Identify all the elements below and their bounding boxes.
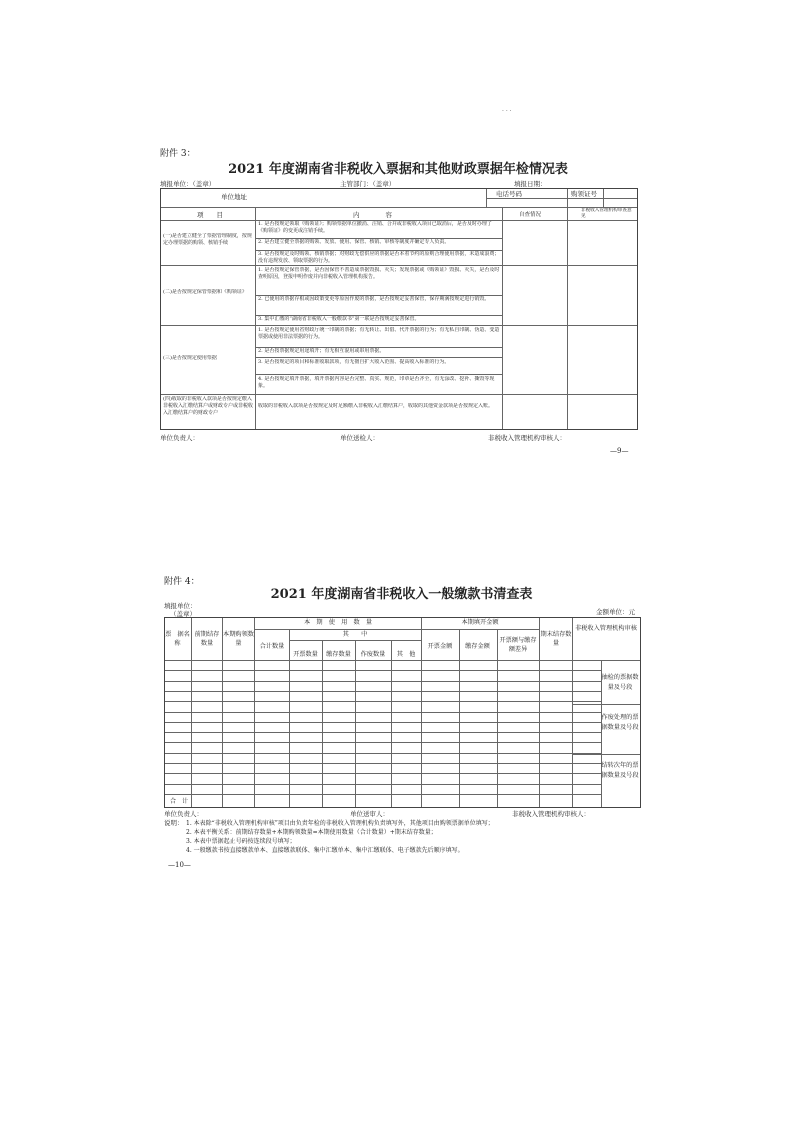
group-label: (二)是否按规定保管票据和《购领证》 xyxy=(163,289,247,295)
form4-footer-reviewer: 非税收入管理机构审核人： xyxy=(512,810,590,818)
check-item: 2. 是否按票据规定用途填开；有无相互混用或串用票据。 xyxy=(258,348,385,354)
form4-fill-unit: 填报单位： xyxy=(164,602,197,610)
header-used-qty: 本 期 使 用 数 量 xyxy=(303,619,373,626)
header-difference: 开票额与缴存额差异 xyxy=(499,637,537,653)
side-next-year: 结转次年的票据数量及号段 xyxy=(601,762,639,779)
check-item: 2. 是否建立健全票据的购领、发放、使用、保管、核销、审核等制度并确定专人负责。 xyxy=(258,239,450,245)
header-amount: 本期填开金额 xyxy=(461,619,499,626)
check-item: 3. 是否按规定的项目和标准收取款项，有无擅自扩大收入范围、提高收入标准的行为。 xyxy=(258,359,450,365)
side-void: 作废处理的票据数量及号段 xyxy=(601,714,639,731)
purchase-cert-label: 购领证号 xyxy=(571,190,597,198)
check-item: 1. 是否按规定使用省财政厅统一印制的票据；有无转让、出借、代开票据的行为；有无私自印制、伪造、变造票据或使用非法票据的行为。 xyxy=(258,327,500,340)
header-void-qty: 作废数量 xyxy=(360,651,386,658)
check-item: 4. 是否按规定填开票据，填开票据内容是否完整、真实、规范，印章是否齐全，有无涂改、挖补、撕毁等现象。 xyxy=(258,376,495,389)
col-content: 内 容 xyxy=(353,211,392,219)
check-item: 1. 是否按规定保管票据，是否因保管不善造成票据毁损、灭失；发现票据或《购领证》毁损、灭失，是否及时查明原因，登报申明作废并向非税收入管理机构报告。 xyxy=(258,267,500,280)
form4-note: 3. 本表中票据起止号码按连续段号填写； xyxy=(186,838,296,845)
header-ticket-name: 票 据名 称 xyxy=(165,631,197,647)
form4-note: 1. 本表除“非税收入管理机构审核”项目由负责年检的非税收入管理机构负责填写外，其他项目由购领票据单位填写； xyxy=(186,820,494,827)
form3-footer-head: 单位负责人： xyxy=(160,434,199,442)
col-self-check: 自查情况 xyxy=(519,212,542,218)
page-number-10: —10— xyxy=(168,861,191,869)
form4-footer-checker: 单位送审人： xyxy=(350,810,389,818)
header-purchase-qty: 本期购领数量 xyxy=(223,631,254,647)
col-item: 项 目 xyxy=(197,211,223,219)
header-of-which: 其 中 xyxy=(342,631,368,638)
col-review: 非税收入管理机构审查意见 xyxy=(581,208,632,219)
form4-footer-head: 单位负责人： xyxy=(164,810,203,818)
check-item: 2. 已使用的票据存根或因政策变更等原因作废的票据，是否按规定妥善保管，保存期满按规定进行销毁。 xyxy=(258,296,490,302)
check-item: 3. 是否按规定及时购领、核销票据；对财政无偿供应的票据是否本着节约的原则合理使用票据，未造成浪费；没有违规发放、领取票据的行为。 xyxy=(258,251,500,264)
form4-table xyxy=(164,617,641,808)
total-row-label: 合 计 xyxy=(169,798,188,805)
header-end-qty: 期末结存数量 xyxy=(540,631,572,647)
form3-fill-date: 填报日期： xyxy=(514,180,547,188)
group-label: (三)是否按规定使用票据 xyxy=(163,355,217,361)
form4-notes-label: 说明： xyxy=(164,819,184,827)
header-stock-amount: 缴存金额 xyxy=(465,643,490,650)
check-item: 3. 集中汇缴的“湖南省非税收入一般缴款书”第一联是否按规定妥善保管。 xyxy=(258,316,420,322)
form3-dept: 主管部门：（盖章） xyxy=(340,180,396,188)
header-begin-qty: 前期结存数量 xyxy=(194,631,220,647)
attachment-3-label: 附件 3： xyxy=(160,149,196,159)
unit-address-label: 单位地址 xyxy=(221,193,247,201)
form4-stamp: （盖章） xyxy=(170,610,196,618)
header-other: 其 他 xyxy=(396,651,416,658)
page-number-9: —9— xyxy=(610,447,629,455)
form3-footer-reviewer: 非税收入管理机构审核人： xyxy=(488,434,566,442)
check-item: 1. 是否按规定领取《购领证》；购领票据单位撤消、注销、合并或非税收入项目已取消后，是否及时办理了《购领证》的变更或注销手续。 xyxy=(258,221,492,234)
form3-footer-checker: 单位送检人： xyxy=(340,434,379,442)
check-item: 收取的非税收入款项是否按规定及时足额缴入非税收入汇缴结算户，收取的其他资金款项是否按规定入账。 xyxy=(258,403,494,409)
form4-note: 4. 一般缴款书按直接缴款单本、直接缴款联体、集中汇缴单本、集中汇缴联体、电子缴款先后顺序填写。 xyxy=(186,847,464,854)
form3-table xyxy=(160,188,638,430)
header-issue-amount: 开票金额 xyxy=(427,643,453,650)
attachment-4-label: 附件 4： xyxy=(164,577,200,587)
form3-title: 2021 年度湖南省非税收入票据和其他财政票据年检情况表 xyxy=(228,162,568,177)
form4-amount-unit: 金额单位：元 xyxy=(596,608,635,616)
group-label: (一)是否建立健全了票据管理制度，按规定办理票据的购领、核销手续 xyxy=(163,233,252,246)
phone-label: 电话号码 xyxy=(496,190,522,198)
form4-note: 2. 本表平衡关系：前期结存数量+本期购领数量=本期使用数量（合计数量）+期末结存数量； xyxy=(186,829,437,836)
page-mark: · · · xyxy=(502,108,512,115)
side-checked: 抽检的票据数量及号段 xyxy=(601,674,639,691)
form4-title: 2021 年度湖南省非税收入一般缴款书清查表 xyxy=(270,587,533,602)
header-review: 非税收入管理机构审核 xyxy=(575,625,637,632)
header-total-qty: 合计数量 xyxy=(259,643,285,650)
header-issue-qty: 开票数量 xyxy=(293,651,318,658)
header-stock-qty: 缴存数量 xyxy=(326,651,351,658)
group-label: (四)收取的非税收入款项是否按规定缴入非税收入汇缴结算户或财政专户或非税收入汇缴结算户的财政专户 xyxy=(163,396,253,416)
form3-fill-unit: 填报单位：（盖章） xyxy=(160,180,216,188)
